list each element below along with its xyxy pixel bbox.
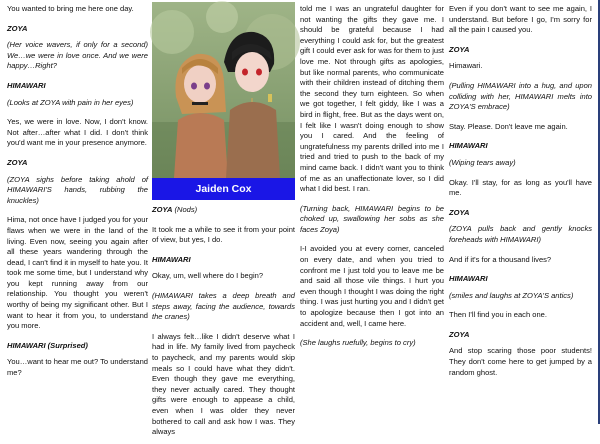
stage-direction: (Pulling HIMAWARI into a hug, and upon colliding with her, HIMAWARI melts into ZOYA'S embrace) <box>449 80 592 112</box>
stage-direction: (Turning back, HIMAWARI begins to be choked up, swallowing her sobs as she faces Zoya) <box>300 203 444 234</box>
speaker-name: HIMAWARI <box>152 254 191 264</box>
text-column-2 <box>152 205 295 444</box>
dialogue-line: told me I was an ungrateful daughter for not wanting the gifts they gave me. I should be grateful because I had everything I could ask for, but the greatest gift I could ever ask for was for them to just love me. Not through gifts as apologies, but like normal parents, who communicate with their children instead of ditching them the second they turn eighteen. So when we got together, I felt giddy, like I was a bird in flight, free. But as the days went on, I felt like I wasn't doing enough to show you I cared. And the feeling of ungratefulness my parents drilled into me I tried and tried to push to the back of my mind came back. I didn't want you to think of me as an unaffectionate lover, so I did what I did best. I ran. <box>300 4 444 194</box>
character-illustration <box>152 2 295 200</box>
dialogue-line: Then I'll find you in each one. <box>449 310 547 320</box>
speaker-name: ZOYA <box>7 157 28 167</box>
dialogue-line: You wanted to bring me here one day. <box>7 4 134 13</box>
dialogue-line: It took me a while to see it from your point of view, but yes, I do. <box>152 224 295 245</box>
stage-direction: (smiles and laughs at ZOYA'S antics) <box>449 290 574 300</box>
dialogue-line: I-I avoided you at every corner, canceled on every date, and when you tried to confront me I just told you to leave me be and said all those vile things. I hurt you even though I thought I was doing the right thing. I was just hurting you and I didn't get to apologize because then I got into an accident and, well, I came here. <box>300 244 444 328</box>
speaker-name: HIMAWARI <box>449 274 488 284</box>
text-column-1 <box>7 4 148 385</box>
stage-direction: (Looks at ZOYA with pain in her eyes) <box>7 97 134 107</box>
dialogue-line: Stay. Please. Don't leave me again. <box>449 121 568 131</box>
dialogue-line: I always felt…like I didn't deserve what I had in life. My family lived from paycheck to paycheck, and my parents would skip meals so I could have what they didn't. Even though they gave me everything, they never actually cared. They thought gifts were enough to appease a child, even when I was older they never bothered to call and ask how I was. They always <box>152 331 295 437</box>
speaker-name: ZOYA <box>449 44 470 54</box>
speaker-name: HIMAWARI <box>7 80 46 90</box>
speaker-name: HIMAWARI <box>449 141 488 151</box>
stage-direction: (She laughs ruefully, begins to cry) <box>300 338 416 348</box>
speaker-name: HIMAWARI (Surprised) <box>7 340 88 350</box>
stage-direction: (Her voice wavers, if only for a second) We…we were in love once. And we were happy…Right? <box>7 40 148 71</box>
dialogue-line: And stop scaring those poor students! They don't come here to get jumped by a random ghost. <box>449 346 592 377</box>
speaker-line <box>152 205 295 216</box>
dialogue-line: You…want to hear me out? To understand me? <box>7 357 148 378</box>
dialogue-line: Even if you don't want to see me again, I understand. But before I go, I'm sorry for all the pain I caused you. <box>449 4 592 35</box>
dialogue-line: And if it's for a thousand lives? <box>449 254 552 264</box>
speaker-name: ZOYA <box>449 207 470 217</box>
dialogue-line: Okay. I'll stay, for as long as you'll have me. <box>449 177 592 198</box>
stage-direction: (HIMAWARI takes a deep breath and steps away, facing the audience, towards the cranes) <box>152 290 295 322</box>
dialogue-line: Hima, not once have I judged you for your flaws when we were in the land of the living. Even now, seeing you again after all these years wandering through the dead, I can't find it in myself to hate you. It took me some time, but I understand why you kept running away from our relationship. You thought you weren't worthy of being my significant other. But I want to hear it from you, to understand you more. <box>7 215 148 331</box>
dialogue-line: Himawari. <box>449 61 483 71</box>
stage-direction: (ZOYA pulls back and gently knocks foreheads with HIMAWARI) <box>449 224 592 244</box>
dialogue-line: Yes, we were in love. Now, I don't know. Not after…after what I did. I don't think you'd want me in your presence anymore. <box>7 117 148 148</box>
stage-direction: (Wiping tears away) <box>449 157 516 167</box>
illustration-art <box>152 2 295 200</box>
text-column-3 <box>300 4 444 355</box>
character-caption: Jaiden Cox <box>152 178 295 200</box>
stage-direction: (ZOYA sighs before taking ahold of HIMAWARI'S hands, rubbing the knuckles) <box>7 174 148 205</box>
dialogue-line: Okay, um, well where do I begin? <box>152 271 264 281</box>
speaker-name: ZOYA <box>7 23 28 33</box>
speaker-name: ZOYA <box>449 329 470 339</box>
stage-direction: (Nods) <box>174 205 198 214</box>
speaker-name: ZOYA <box>152 205 173 214</box>
text-column-4 <box>449 4 592 384</box>
